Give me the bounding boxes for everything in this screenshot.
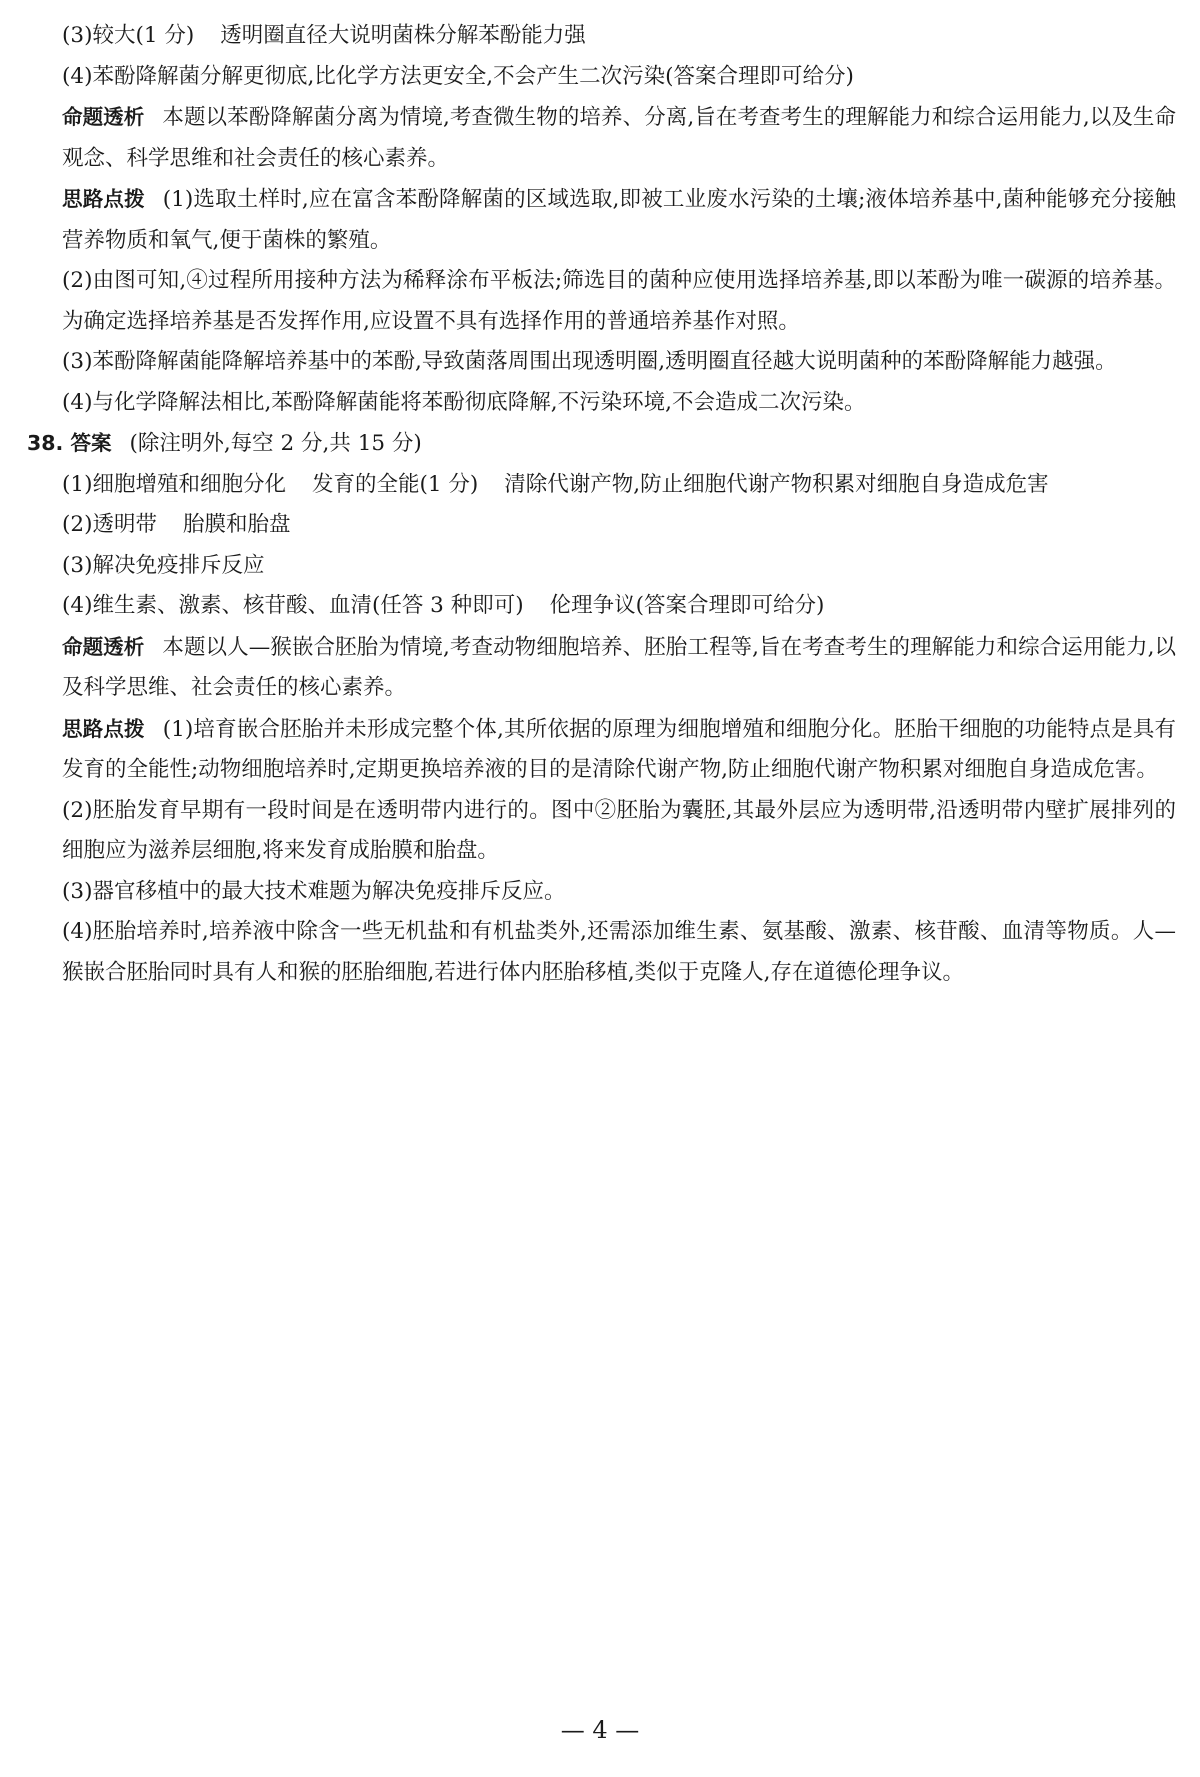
q38-hint-1: 思路点拨 (1)培育嵌合胚胎并未形成完整个体,其所依据的原理为细胞增殖和细胞分化。胚胎干细胞的功能特点是具有发育的全能性;动物细胞培养时,定期更换培养液的目的是清除代谢产物,防止细胞代谢产物积累对细胞自身造成危害。: [62, 716, 1177, 782]
q38-answer-2: (2)透明带 胎膜和胎盘: [62, 512, 291, 537]
q37-hint-2: (2)由图可知,④过程所用接种方法为稀释涂布平板法;筛选目的菌种应使用选择培养基,即以苯酚为唯一碳源的培养基。为确定选择培养基是否发挥作用,应设置不具有选择作用的普通培养基作对照。: [62, 268, 1176, 334]
insight-label: 命题透析: [62, 105, 145, 129]
answer-content: [27, 16, 1177, 993]
q38-answer-1: (1)细胞增殖和细胞分化 发育的全能(1 分) 清除代谢产物,防止细胞代谢产物积累对细胞自身造成危害: [62, 471, 1049, 497]
hint-label: 思路点拨: [62, 187, 145, 211]
q38-header: [27, 423, 1176, 465]
insight-label: 命题透析: [62, 634, 145, 659]
q38-answer-4: (4)维生素、激素、核苷酸、血清(任答 3 种即可) 伦理争议(答案合理即可给分): [62, 593, 825, 618]
hint-label: 思路点拨: [62, 716, 145, 741]
q38-hint-2: (2)胚胎发育早期有一段时间是在透明带内进行的。图中②胚胎为囊胚,其最外层应为透明带,沿透明带内壁扩展排列的细胞应为滋养层细胞,将来发育成胎膜和胎盘。: [62, 797, 1176, 863]
q37-answer-3: (3)较大(1 分) 透明圈直径大说明菌株分解苯酚能力强: [62, 23, 586, 48]
q38-hint-4: (4)胚胎培养时,培养液中除含一些无机盐和有机盐类外,还需添加维生素、氨基酸、激素、核苷酸、血清等物质。人—猴嵌合胚胎同时具有人和猴的胚胎细胞,若进行体内胚胎移植,类似于克隆人,存在道德伦理争议。: [62, 919, 1176, 985]
q38-answer-3: (3)解决免疫排斥反应: [62, 552, 265, 578]
page-number: — 4 —: [560, 1716, 640, 1744]
q37-hint-4: (4)与化学降解法相比,苯酚降解菌能将苯酚彻底降解,不污染环境,不会造成二次污染。: [62, 389, 866, 415]
q37-answer-4: (4)苯酚降解菌分解更彻底,比化学方法更安全,不会产生二次污染(答案合理即可给分): [62, 63, 854, 89]
q37-hint-1: 思路点拨 (1)选取土样时,应在富含苯酚降解菌的区域选取,即被工业废水污染的土壤;液体培养基中,菌种能够充分接触营养物质和氧气,便于菌株的繁殖。: [62, 187, 1177, 253]
q38-number: 38. 答案: [27, 431, 112, 455]
q38-scoring: (除注明外,每空 2 分,共 15 分): [129, 431, 422, 456]
q37-insight: 命题透析 本题以苯酚降解菌分离为情境,考查微生物的培养、分离,旨在考查考生的理解能力和综合运用能力,以及生命观念、科学思维和社会责任的核心素养。: [62, 105, 1177, 171]
q37-hint-3: (3)苯酚降解菌能降解培养基中的苯酚,导致菌落周围出现透明圈,透明圈直径越大说明菌种的苯酚降解能力越强。: [62, 349, 1117, 374]
q38-hint-3: (3)器官移植中的最大技术难题为解决免疫排斥反应。: [62, 878, 566, 904]
q38-insight: 命题透析 本题以人—猴嵌合胚胎为情境,考查动物细胞培养、胚胎工程等,旨在考查考生的理解能力和综合运用能力,以及科学思维、社会责任的核心素养。: [62, 634, 1177, 700]
